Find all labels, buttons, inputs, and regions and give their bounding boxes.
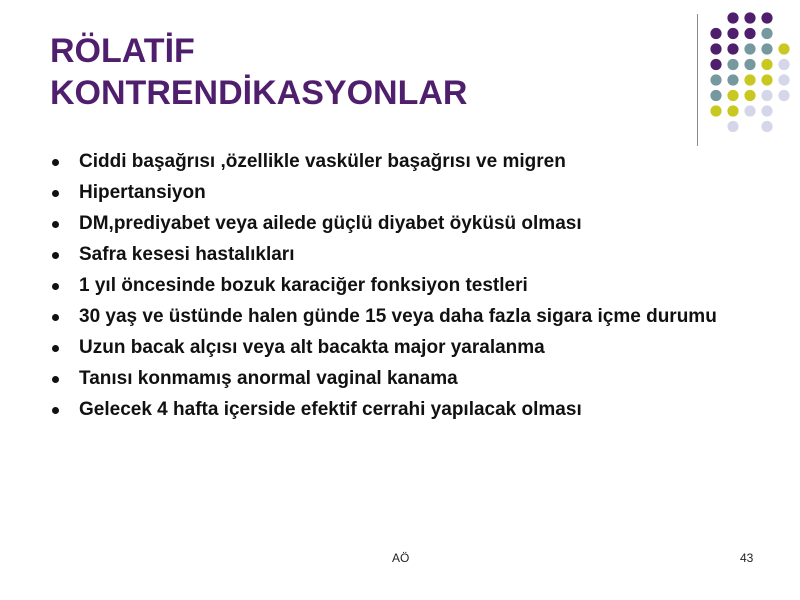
decorative-dot [778,74,789,85]
bullet-text: 1 yıl öncesinde bozuk karaciğer fonksiyon testleri [79,275,528,296]
bullet-text: Uzun bacak alçısı veya alt bacakta major yaralanma [79,337,545,358]
bullet-text: Ciddi başağrısı ,özellikle vasküler başağrısı ve migren [79,151,566,172]
decorative-dot [710,105,721,116]
bullet-item [50,243,720,266]
decorative-dot [744,105,755,116]
decorative-dot [761,12,772,23]
bullet-marker [52,376,59,383]
decorative-dot [778,43,789,54]
bullet-marker [52,283,59,290]
bullet-item [50,150,720,173]
bullet-item [50,305,720,328]
bullet-marker [52,221,59,228]
bullet-item [50,336,720,359]
decorative-dot [744,90,755,101]
decorative-dot [744,12,755,23]
bullet-list [50,150,720,429]
decorative-dot [761,105,772,116]
bullet-marker [52,314,59,321]
decorative-dot [761,74,772,85]
title-line-2: KONTRENDİKASYONLAR [50,74,468,112]
decorative-dot [727,28,738,39]
decorative-dot [761,28,772,39]
decorative-dot [727,90,738,101]
decorative-dot [727,121,738,132]
decorative-dot [744,74,755,85]
bullet-marker [52,407,59,414]
decorative-dot [710,74,721,85]
decorative-dot [710,28,721,39]
footer-author: AÖ [392,551,410,565]
decorative-dot [761,90,772,101]
bullet-text: DM,prediyabet veya ailede güçlü diyabet öyküsü olması [79,213,582,234]
slide-title [50,30,467,114]
decorative-dot [761,59,772,70]
decorative-dot [727,105,738,116]
decorative-dot [727,74,738,85]
decorative-dot [727,59,738,70]
decorative-dot [778,90,789,101]
bullet-text: Hipertansiyon [79,182,206,203]
bullet-item [50,212,720,235]
decorative-dot [710,43,721,54]
dot-grid-graphic [704,6,800,132]
bullet-item [50,274,720,297]
title-line-1: RÖLATİF [50,32,195,70]
bullet-text: Safra kesesi hastalıkları [79,244,295,265]
bullet-text: Gelecek 4 hafta içerside efektif cerrahi yapılacak olması [79,399,582,420]
bullet-item [50,181,720,204]
decorative-dot-grid [704,6,800,132]
bullet-marker [52,159,59,166]
vertical-divider [697,14,698,146]
decorative-dot [744,43,755,54]
decorative-dot [710,59,721,70]
decorative-dot [727,43,738,54]
decorative-dot [761,121,772,132]
decorative-dot [744,28,755,39]
decorative-dot [710,90,721,101]
bullet-marker [52,345,59,352]
bullet-marker [52,190,59,197]
decorative-dot [778,59,789,70]
bullet-item [50,367,720,390]
decorative-dot [761,43,772,54]
decorative-dot [744,59,755,70]
bullet-marker [52,252,59,259]
decorative-dot [727,12,738,23]
page-number: 43 [740,551,754,565]
bullet-item [50,398,720,421]
bullet-text: Tanısı konmamış anormal vaginal kanama [79,368,458,389]
bullet-text: 30 yaş ve üstünde halen günde 15 veya daha fazla sigara içme durumu [79,306,717,327]
